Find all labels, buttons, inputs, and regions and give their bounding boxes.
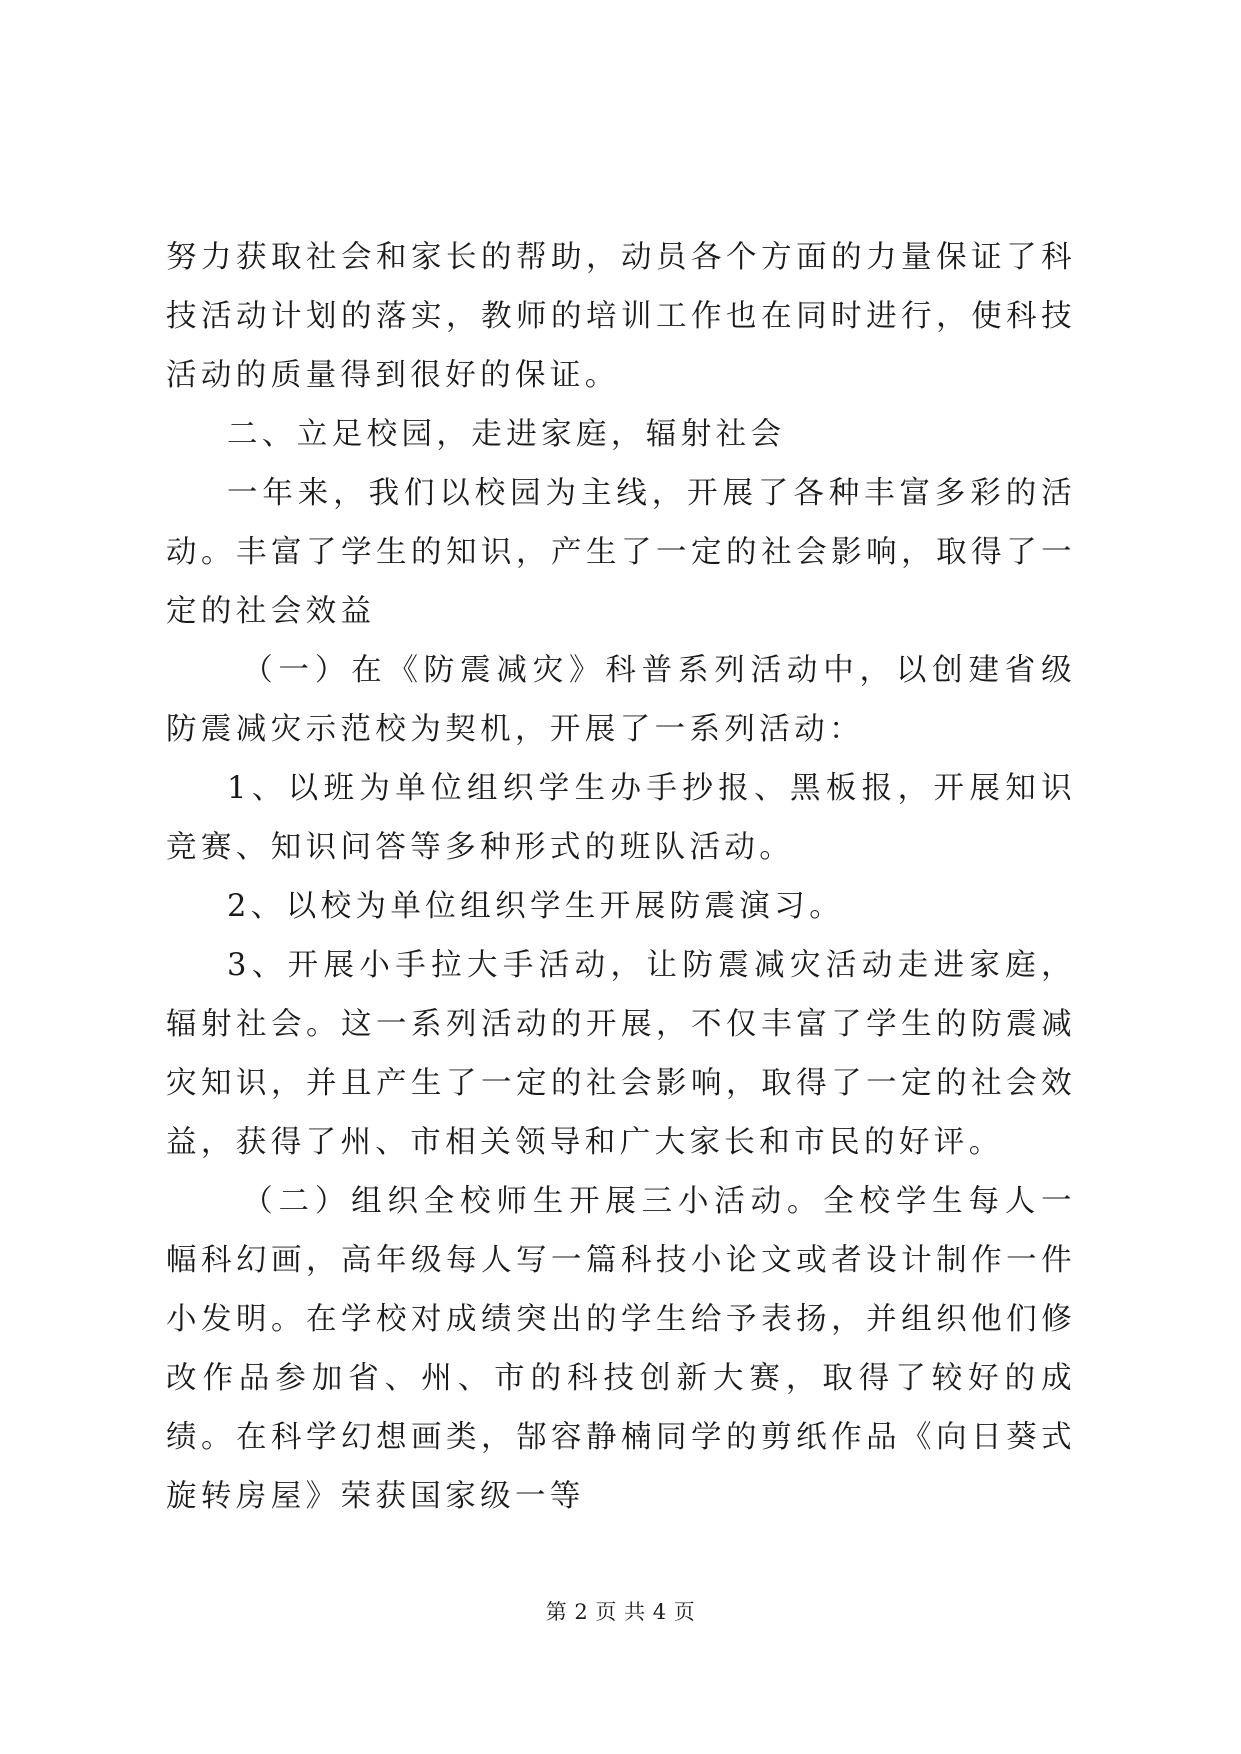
list-item-3: 3、开展小手拉大手活动，让防震减灾活动走进家庭，辐射社会。这一系列活动的开展，不仅丰富了学生的防震减灾知识，并且产生了一定的社会影响，取得了一定的社会效益，获得了州、市相关领导和广大家长和市民的好评。 <box>166 948 1076 1160</box>
list-item-1: 1、以班为单位组织学生办手抄报、黑板报，开展知识竞赛、知识问答等多种形式的班队活动。 <box>166 771 1076 865</box>
document-body <box>166 228 1076 1526</box>
paragraph-intro: 一年来，我们以校园为主线，开展了各种丰富多彩的活动。丰富了学生的知识，产生了一定的社会影响，取得了一定的社会效益 <box>166 476 1076 629</box>
subsection-heading-1: （一）在《防震减灾》科普系列活动中，以创建省级防震减灾示范校为契机，开展了一系列活动： <box>166 653 1076 747</box>
paragraph-continuation: 努力获取社会和家长的帮助，动员各个方面的力量保证了科技活动计划的落实，教师的培训工作也在同时进行，使科技活动的质量得到很好的保证。 <box>166 240 1076 393</box>
subsection-heading-2: （二）组织全校师生开展三小活动。全校学生每人一幅科幻画，高年级每人写一篇科技小论文或者设计制作一件小发明。在学校对成绩突出的学生给予表扬，并组织他们修改作品参加省、州、市的科技创新大赛，取得了较好的成绩。在科学幻想画类，郜容静楠同学的剪纸作品《向日葵式旋转房屋》荣获国家级一等 <box>166 1184 1076 1514</box>
page-number-footer: 第 2 页 共 4 页 <box>545 1600 696 1624</box>
list-item-2: 2、以校为单位组织学生开展防震演习。 <box>227 889 845 924</box>
section-heading: 二、立足校园，走进家庭，辐射社会 <box>227 417 786 452</box>
